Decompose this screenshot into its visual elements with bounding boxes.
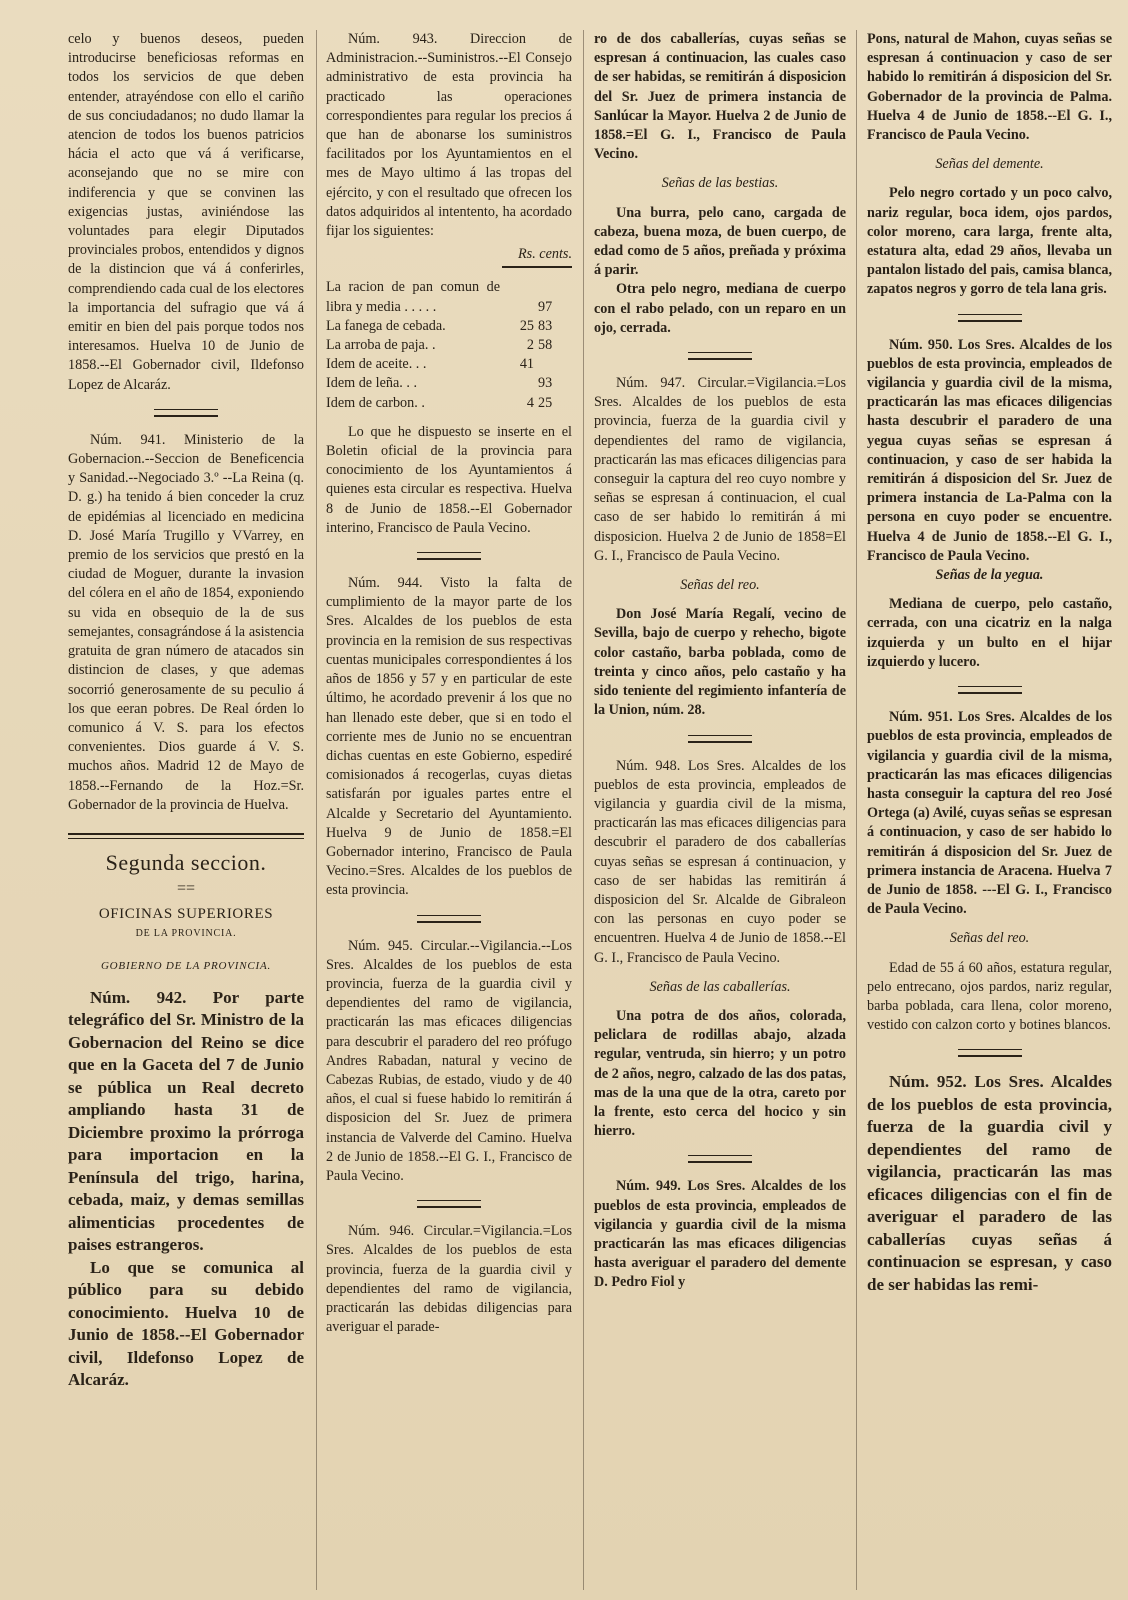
ornament-divider [326,552,572,560]
notice-942: Núm. 942. Por parte telegráfico del Sr. Ministro de la Gobernacion del Reino se dice que en la Gaceta del 7 de Junio se pública un Real decreto ampliando hasta 31 de Diciembre proximo la prórroga para importacion en la Península del trigo, harina, cebada, maiz, y demas semillas alimenticias procedentes de paises estrangeros. [68,987,304,1255]
ornament-divider [867,1049,1112,1057]
ornament-divider [326,915,572,923]
ornament-divider [68,409,304,417]
price-item: Idem de carbon. . [326,394,425,411]
notice-943: Núm. 943. Direccion de Administracion.--Suministros.--El Consejo administrativo de esta provincia ha practicado las operaciones correspondientes para regular los precios á que han de abonarse los suministros facilitados por los Ayuntamientos en el mes de Mayo ultimo á las tropas del ejército, y con el resultado que ofrecen los datos adquiridos al intentento, ha acordado fijar los siguientes: [326,31,572,240]
price-cents: 25 [538,394,553,411]
price-reales [500,374,538,393]
notice-946: Núm. 946. Circular.=Vigilancia.=Los Sres. Alcaldes de los pueblos de esta provincia, fuerza de la guardia civil y dependientes del ramo de vigilancia, practicarán las debidas diligencias para averiguar el parade- [326,1223,572,1336]
price-reales: 41 [519,356,534,373]
notice-941: Núm. 941. Ministerio de la Gobernacion.--Seccion de Beneficencia y Sanidad.--Negociado 3.º --La Reina (q. D. g.) ha tenido á bien conceder la cruz de epidémias al licenciado en medicina D. José María Trugillo y VVarrey, en premio de los servicios que prestó en la ciudad de Moguer, durante la invasion del cólera en el año de 1854, exponiendo su vida en obsequio de la de sus semejantes, consagrándose á la asistencia gratuita de gran número de atacados sin distincion de clases, y que ademas socorrió generosamente de su peculio á los que eeran pobres. De Real órden lo comunico á V. S. para los efectos convenientes. Dios guarde á V. S. muchos años. Madrid 12 de Mayo de 1858.--Fernando de la Hoz.=Sr. Gobernador de la provincia de Huelva. [68,431,304,813]
price-item: Idem de aceite. . . [326,356,427,373]
notice-951: Núm. 951. Los Sres. Alcaldes de los pueblos de esta provincia, empleados de vigilancia y guardia civil de la misma, practicarán las mas eficaces diligencias hasta conseguir la captura del reo José Ortega (a) Avilé, cuyas señas se espresan á continuacion, y caso de ser habido lo remitirán á disposicion del Sr. Juez de primera instancia de Aracena. Huelva 7 de Junio de 1858. ---El G. I., Francisco de Paula Vecino. [867,709,1112,918]
column-rule [316,30,317,1590]
column-rule [583,30,584,1590]
government-heading: GOBIERNO DE LA PROVINCIA. [100,960,272,973]
bestias-description-2: Otra pelo negro, mediana de cuerpo con el rabo pelado, con un reparo en un ojo, cerrada. [594,281,846,336]
notice-949: Núm. 949. Los Sres. Alcaldes de los pueblos de esta provincia, empleados de vigilancia y guardia civil de la misma practicarán las mas eficaces diligencias hasta averiguar el paradero del demente D. Pedro Fiol y [594,1178,846,1291]
heading-senas-reo: Señas del reo. [680,577,760,594]
notice-948: Núm. 948. Los Sres. Alcaldes de los pueblos de esta provincia, empleados de vigilancia y guardia civil de la misma, practicarán las mas eficaces diligencias para descubrir el paradero de dos caballerías cuyas señas se espresan á continuacion, y caso de ser habidas las remitirán á disposicion del Sr. Alcalde de Gibraleon con las personas en cuyo poder se encuentren. Huelva 4 de Junio de 1858.--El G. I., Francisco de Paula Vecino. [594,757,846,966]
price-table [326,278,572,412]
price-cents: 97 [538,298,553,315]
heading-senas-bestias: Señas de las bestias. [661,175,779,192]
price-cents: 93 [538,375,553,392]
notice-950: Núm. 950. Los Sres. Alcaldes de los pueblos de esta provincia, empleados de vigilancia y guardia civil de la misma, practicarán las mas eficaces diligencias hasta descubrir el paradero de una yegua cuyas señas se espresan á continuacion, y caso de ser habida la remitirán á disposicion del Sr. Juez de primera instancia de La-Palma con la persona en cuyo poder se encuentre. Huelva 4 de Junio de 1858.--El G. I., Francisco de Paula Vecino. [867,336,1112,564]
price-item: La racion de pan comun de libra y media . . . . . [326,279,500,315]
price-reales: 2 [526,337,534,354]
price-cents: 58 [538,337,553,354]
ornament-divider [594,1155,846,1163]
price-units-label: Rs. cents. [518,246,572,263]
price-row [326,355,572,374]
price-item: La arroba de paja. . [326,337,436,354]
reo-description-947: Don José María Regalí, vecino de Sevilla, bajo de cuerpo y rehecho, bigote color castaño, barba poblada, como de treinta y cinco años, pelo castaño y ha sido teniente del regimiento infantería de la Union, núm. 28. [594,606,846,719]
ornament-divider [867,686,1112,694]
bestias-description-1: Una burra, pelo cano, cargada de cabeza, buena moza, de buen cuerpo, de edad como de 5 años, preñada y próxima á parir. [594,204,846,279]
province-subheading: DE LA PROVINCIA. [135,928,237,940]
notice-945: Núm. 945. Circular.--Vigilancia.--Los Sres. Alcaldes de los pueblos de esta provincia, fuerza de la guardia civil y dependientes del ramo de vigilancia, practicarán las mas eficaces diligencias para descubrir el paradero del reo prófugo Andres Rabadan, natural y vecino de Cabezas Rubias, de estado, viudo y de 40 años, el cual si fuese habido lo remitirán á disposicion del Sr. Juez de primera instancia de Valverde del Camino. Huelva 2 de Junio de 1858.--El G. I., Francisco de Paula Vecino. [326,937,572,1184]
yegua-description: Mediana de cuerpo, pelo castaño, cerrada, con una cicatriz en la nalga izquierda y un bulto en el hijar izquierdo y lucero. [867,596,1112,670]
paragraph-continued: celo y buenos deseos, pueden introducirse beneficiosas reformas en todos los servicios de que deben entender, atrayéndose con ello el cariño de sus conciudadanos; no dudo llamar la atencion de todos los buenos patricios hácia el acto que vá á verificarse, aconsejando que no se mire con indiferencia y que se convinen las exigencias justas, aviniéndose las voluntades para elegir Diputados provinciales probos, entendidos y dignos de la distincion que vá á conferirles, comprendiendo cada cual de los electores la importancia del sufragio que vá á emitir en bien del pais porque todos nos interesamos. Huelva 10 de Junio de 1858.--El Gobernador civil, Ildefonso Lopez de Alcaráz. [68,31,304,393]
demente-description: Pelo negro cortado y un poco calvo, nariz regular, boca idem, ojos pardos, color moreno, cara larga, frente alta, estatura alta, edad 29 años, llevaba un pantalon listado del pais, camisa blanca, zapatos negros y gorro de tela lana gris. [867,185,1112,298]
column-1 [68,30,304,1590]
ornament-divider [326,1200,572,1208]
notice-942-closing: Lo que se comunica al público para su debido conocimiento. Huelva 10 de Junio de 1858.--El Gobernador civil, Ildefonso Lopez de Alcaráz. [68,1257,304,1390]
notice-952: Núm. 952. Los Sres. Alcaldes de los pueblos de esta provincia, fuerza de la guardia civil y dependientes del ramo de vigilancia, practicarán las mas eficaces diligencias con el fin de averiguar el paradero de las caballerías cuyas señas á continuacion se espresan, y caso de ser habidas las remi- [867,1072,1112,1294]
heading-senas-yegua: Señas de la yegua. [935,567,1044,584]
price-reales: 4 [526,394,534,411]
double-rule [68,833,304,839]
heading-senas-demente: Señas del demente. [935,156,1044,173]
price-cents: 83 [538,317,553,334]
column-4 [867,30,1112,1590]
caballerias-description: Una potra de dos años, colorada, peliclara de rodillas abajo, alzada regular, ventruda, sin hierro; y un potro de 2 años, negro, calzado de las dos patas, mas de la una que de la otra, careto por la frente, esto cerca del hocico y sin hierro. [594,1007,846,1140]
price-units-rule [326,266,572,268]
price-row [326,317,572,336]
offices-heading: OFICINAS SUPERIORES [98,905,274,922]
notice-947: Núm. 947. Circular.=Vigilancia.=Los Sres. Alcaldes de los pueblos de esta provincia, fuerza de la guardia civil y dependientes del ramo de vigilancia, practicarán las mas eficaces diligencias para conseguir la captura del reo cuyo nombre y señas se espresan á continuacion, el cual caso de ser habido lo remitirán á mi disposicion. Huelva 2 de Junio de 1858=El G. I., Francisco de Paula Vecino. [594,375,846,564]
column-rule [856,30,857,1590]
reo-description-951: Edad de 55 á 60 años, estatura regular, pelo entrecano, ojos pardos, nariz regular, barba poblada, cara llena, color moreno, vestido con calzon corto y botines blancos. [867,959,1112,1034]
price-row [326,336,572,355]
price-reales: 25 [519,317,534,334]
ornament-divider [594,735,846,743]
ornament-divider [594,352,846,360]
notice-949-continued: Pons, natural de Mahon, cuyas señas se espresan á continuacion y caso de ser habido lo remitirán á disposicion del Sr. Gobernador de la provincia de Palma. Huelva 4 de Junio de 1858.--El G. I., Francisco de Paula Vecino. [867,31,1112,144]
price-row [326,374,572,393]
column-2 [326,30,572,1590]
column-3 [594,30,846,1590]
price-cents [538,355,572,374]
price-item: La fanega de cebada. [326,317,446,334]
section-ornament: == [176,879,196,897]
heading-senas-reo: Señas del reo. [949,930,1030,947]
notice-944: Núm. 944. Visto la falta de cumplimiento de la mayor parte de los Sres. Alcaldes de los pueblos de esta provincia en la remision de sus respectivas cuentas municipales correspondientes á los años de 1856 y 57 y en particular de este último, he acordado prevenir á los que no han llenado este deber, que si en todo el corriente mes de Junio no se encuentran dichas cuentas en este Gobierno, espediré comisionados á recogerlas, cuyas dietas satisfarán por iguales partes entre el Alcalde y Secretario del Ayuntamiento. Huelva 9 de Junio de 1858.=El Gobernador interino, Francisco de Paula Vecino.=Sres. Alcaldes de los pueblos de esta provincia. [326,575,572,899]
price-row [326,394,572,413]
ornament-divider [867,314,1112,322]
section-title: Segunda seccion. [105,849,267,875]
price-item: Idem de leña. . . [326,375,417,392]
notice-943-closing: Lo que he dispuesto se inserte en el Boletin oficial de la provincia para conocimiento de los Ayuntamientos á quienes esta circular es respectiva. Huelva 8 de Junio de 1858.--El Gobernador interino, Francisco de Paula Vecino. [326,423,572,536]
price-reales [500,278,538,316]
heading-senas-caballerias: Señas de las caballerías. [649,978,791,995]
notice-946-continued: ro de dos caballerías, cuyas señas se espresan á continuacion, las cuales caso de ser habidas, se remitirán á disposicion del Sr. Juez de primera instancia de Sanlúcar la Mayor. Huelva 2 de Junio de 1858.=El G. I., Francisco de Paula Vecino. [594,31,846,163]
price-row [326,278,572,316]
